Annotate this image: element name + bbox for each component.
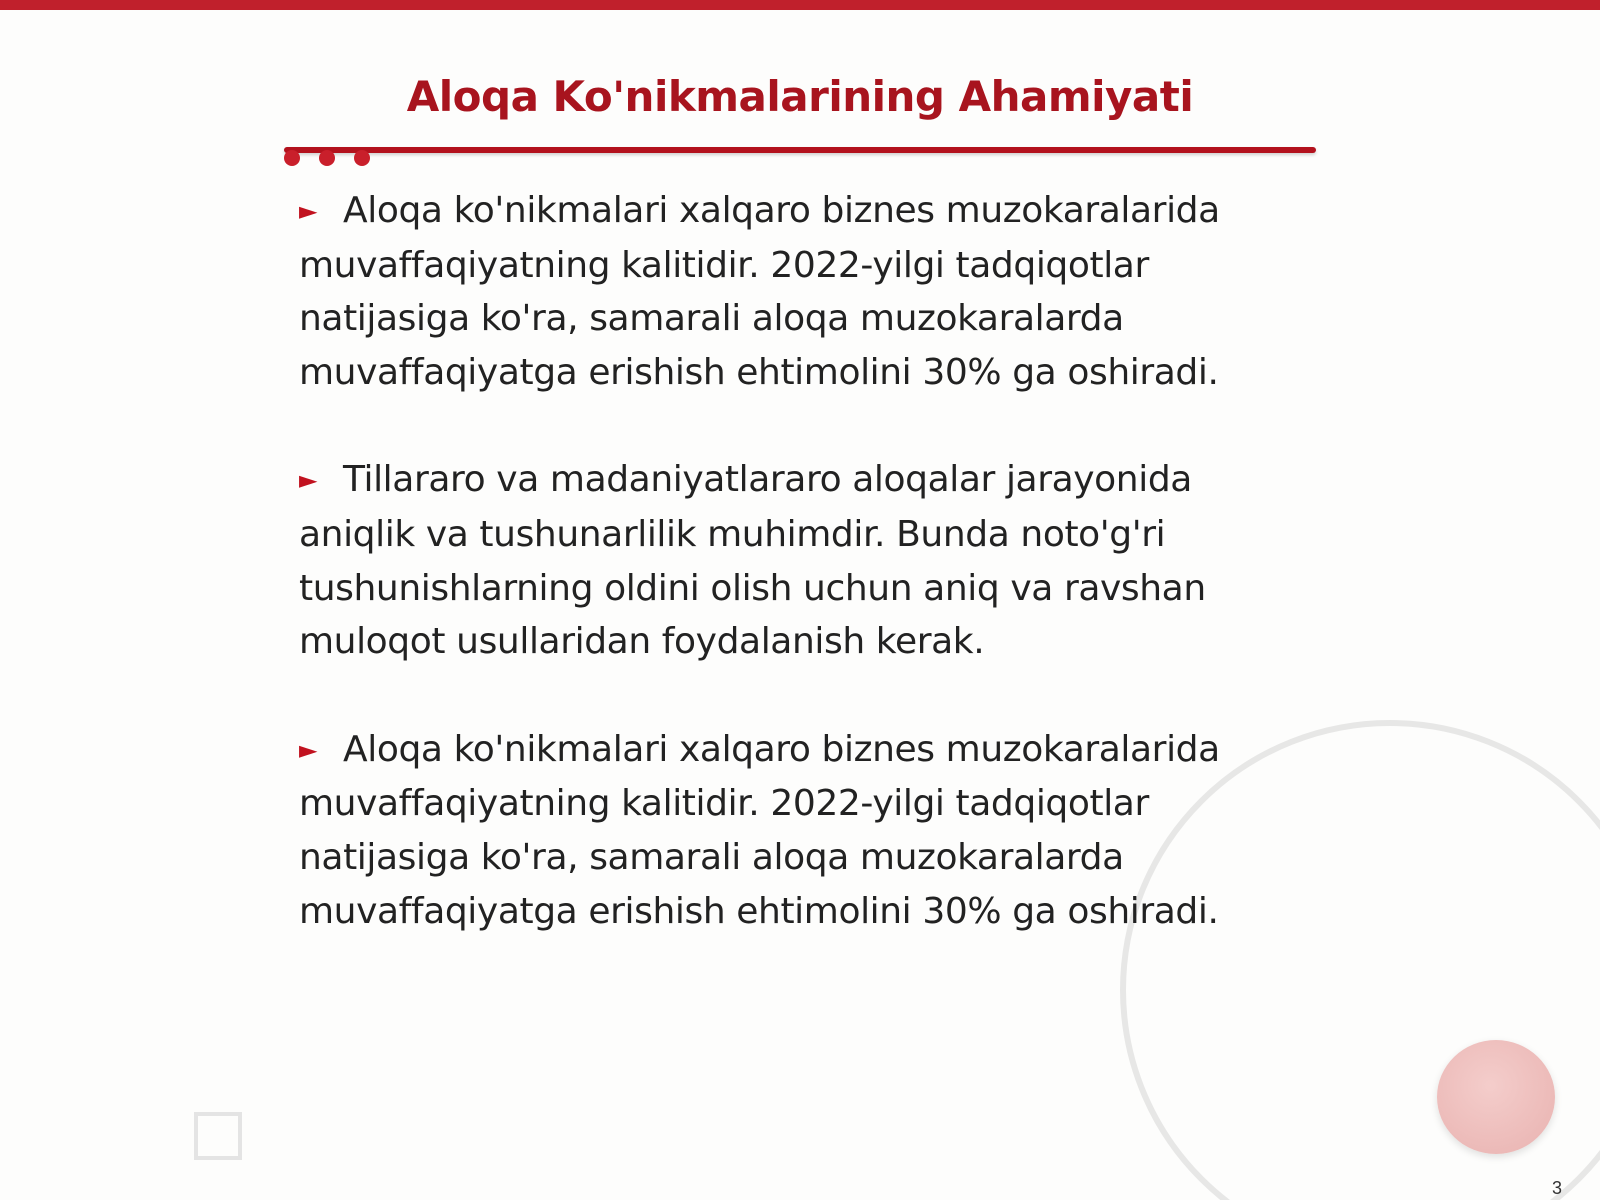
decor-dot (319, 150, 335, 166)
decor-dot (354, 150, 370, 166)
page-number: 3 (1552, 1178, 1563, 1198)
bullet-item (299, 184, 1259, 399)
bullet-item (299, 723, 1259, 938)
decor-pink-circle (1437, 1040, 1555, 1154)
title-underline (284, 147, 1316, 153)
bullet-text: Tillararo va madaniyatlararo aloqalar jarayonida aniqlik va tushunarlilik muhimdir. Bunda noto'g'ri tushunishlarning oldini olish uchun aniq va ravshan muloqot usullaridan foydalanish kerak. (299, 459, 1206, 663)
triangle-bullet-icon: ► (299, 197, 318, 225)
bullet-text: Aloqa ko'nikmalari xalqaro biznes muzokaralarida muvaffaqiyatning kalitidir. 2022-yilgi tadqiqotlar natijasiga ko'ra, samarali aloqa muzokaralarda muvaffaqiyatga erishish ehtimolini 30% ga oshiradi. (299, 190, 1220, 393)
bullet-list (299, 184, 1259, 992)
bullet-text: Aloqa ko'nikmalari xalqaro biznes muzokaralarida muvaffaqiyatning kalitidir. 2022-yilgi tadqiqotlar natijasiga ko'ra, samarali aloqa muzokaralarda muvaffaqiyatga erishish ehtimolini 30% ga oshiradi. (299, 728, 1220, 932)
bullet-item (299, 453, 1259, 668)
decor-dot (284, 150, 300, 166)
decor-square (194, 1112, 242, 1160)
slide-title: Aloqa Ko'nikmalarining Ahamiyati (406, 72, 1194, 121)
triangle-bullet-icon: ► (299, 466, 318, 495)
top-accent-bar (0, 0, 1600, 10)
title-dots-decoration (284, 150, 384, 168)
triangle-bullet-icon: ► (299, 735, 318, 764)
